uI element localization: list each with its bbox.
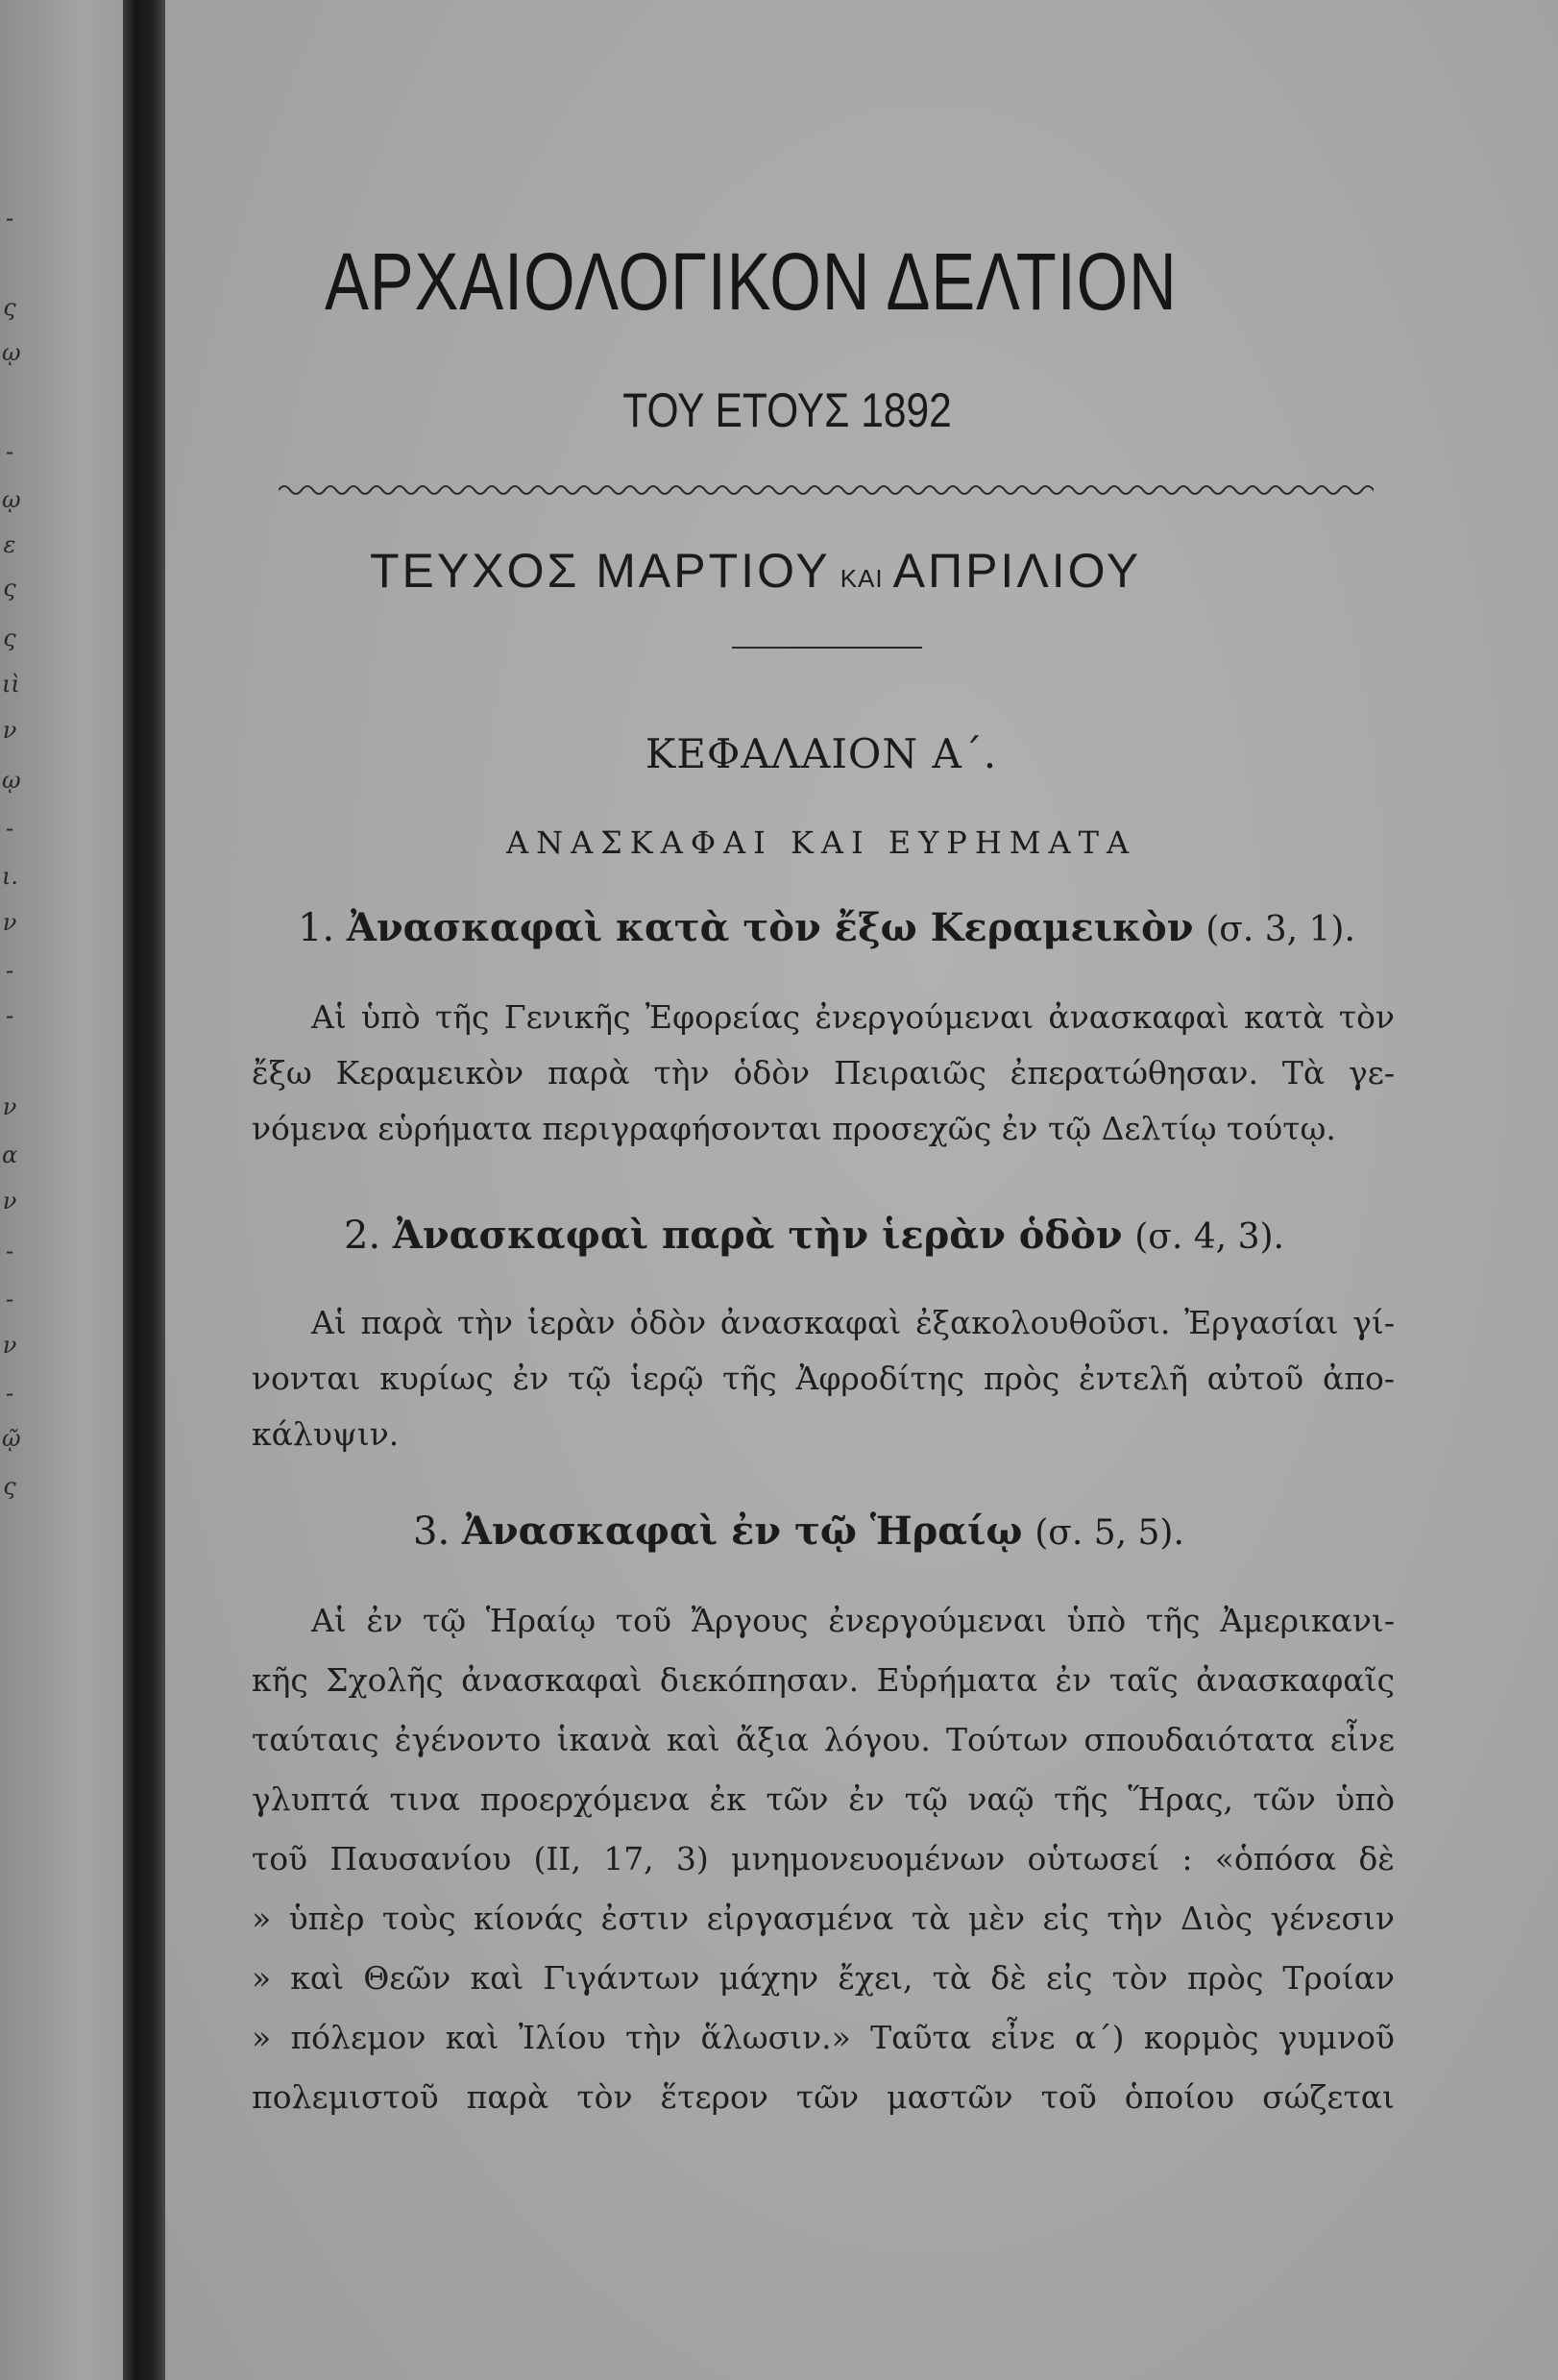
book-spine-shadow — [123, 0, 165, 2380]
facing-glyph: ν — [2, 1093, 17, 1120]
article-title: Ἀνασκαφαὶ κατὰ τὸν ἔξω Κεραμεικὸν — [346, 905, 1194, 950]
facing-glyph: ῳ — [2, 486, 21, 513]
article-body — [252, 1591, 1395, 2127]
facing-glyph: ιὶ — [2, 671, 20, 698]
journal-title: ΑΡΧΑΙΟΛΟΓΙΚΟΝ ΔΕΛΤΙΟΝ — [325, 236, 1178, 327]
chapter-heading: ΚΕΦΑΛΑΙΟΝ Α΄. — [645, 730, 998, 777]
facing-glyph: ν — [2, 1188, 17, 1215]
text-line: » πόλεμον καὶ Ἰλίου τὴν ἅλωσιν.» Ταῦτα εἶνε α΄) κορμὸς γυμνοῦ — [252, 2019, 1395, 2056]
article-heading — [298, 905, 1355, 950]
article-reference: (σ. 4, 3). — [1134, 1217, 1284, 1257]
facing-glyph: ι. — [2, 863, 19, 890]
facing-page-edge — [0, 0, 123, 2380]
text-line: πολεμιστοῦ παρὰ τὸν ἕτερον τῶν μαστῶν τοῦ ὁποίου σώζεται — [252, 2078, 1395, 2116]
facing-glyph: ε — [3, 531, 16, 558]
facing-glyph: ῳ — [2, 767, 21, 794]
article-number: 1. — [298, 906, 335, 950]
article-body — [252, 1295, 1395, 1462]
facing-glyph: - — [5, 205, 14, 232]
article-reference: (σ. 5, 5). — [1035, 1513, 1184, 1553]
facing-glyph: - — [5, 957, 14, 984]
facing-glyph: - — [5, 1238, 14, 1264]
facing-glyph: - — [5, 1286, 14, 1313]
text-line: Αἱ ἐν τῷ Ἡραίῳ τοῦ Ἄργους ἐνεργούμεναι ὑπὸ τῆς Ἀμερικανι- — [311, 1602, 1395, 1639]
article-reference: (σ. 3, 1). — [1205, 910, 1355, 949]
article-heading — [413, 1509, 1184, 1554]
facing-glyph: ν — [2, 909, 17, 936]
facing-glyph: ῳ — [2, 339, 21, 366]
facing-glyph: ς — [3, 1473, 16, 1500]
facing-glyph: ς — [3, 575, 16, 601]
facing-glyph: - — [5, 1380, 14, 1407]
facing-glyph: ν — [2, 1332, 17, 1359]
text-line: κῆς Σχολῆς ἀνασκαφαὶ διεκόπησαν. Εὑρήματα ἐν ταῖς ἀνασκαφαῖς — [252, 1661, 1395, 1699]
text-line: τοῦ Παυσανίου (II, 17, 3) μνημονευομένων οὑτωσεί : «ὁπόσα δὲ — [252, 1840, 1395, 1877]
issue-heading — [370, 543, 1141, 599]
text-line: γλυπτά τινα προερχόμενα ἐκ τῶν ἐν τῷ ναῷ τῆς Ἥρας, τῶν ὑπὸ — [252, 1780, 1395, 1818]
text-line: ἔξω Κεραμεικὸν παρὰ τὴν ὁδὸν Πειραιῶς ἐπερατώθησαν. Τὰ γε- — [252, 1054, 1395, 1092]
facing-glyph: ν — [2, 717, 17, 744]
text-line: Αἱ παρὰ τὴν ἱερὰν ὁδὸν ἀνασκαφαὶ ἐξακολουθοῦσι. Ἐργασίαι γί- — [311, 1304, 1395, 1341]
short-rule — [732, 647, 922, 649]
wavy-divider — [279, 478, 1374, 502]
issue-months-1: ΤΕΥΧΟΣ ΜΑΡΤΙΟΥ — [370, 544, 831, 598]
section-heading: ΑΝΑΣΚΑΦΑΙ ΚΑΙ ΕΥΡΗΜΑΤΑ — [505, 824, 1137, 861]
text-line: ταύταις ἐγένοντο ἱκανὰ καὶ ἄξια λόγου. Τούτων σπουδαιότατα εἶνε — [252, 1721, 1395, 1758]
article-title: Ἀνασκαφαὶ ἐν τῷ Ἡραίῳ — [461, 1509, 1023, 1554]
facing-glyph: ς — [3, 294, 16, 321]
article-body — [252, 990, 1395, 1157]
facing-glyph: α — [2, 1141, 18, 1168]
article-title: Ἀνασκαφαὶ παρὰ τὴν ἱερὰν ὁδὸν — [392, 1213, 1123, 1258]
text-line: νονται κυρίως ἐν τῷ ἱερῷ τῆς Ἀφροδίτης πρὸς ἐντελῆ αὐτοῦ ἀπο- — [252, 1360, 1395, 1397]
article-number: 2. — [344, 1214, 381, 1258]
journal-subtitle: ΤΟΥ ΕΤΟΥΣ 1892 — [622, 383, 952, 437]
facing-glyph: ς — [3, 625, 16, 651]
text-line: » ὑπὲρ τοὺς κίονάς ἐστιν εἰργασμένα τὰ μὲν εἰς τὴν Διὸς γένεσιν — [252, 1900, 1395, 1937]
facing-glyph: - — [5, 815, 14, 842]
article-number: 3. — [413, 1509, 450, 1554]
article-heading — [344, 1213, 1284, 1258]
facing-glyph: ῷ — [2, 1425, 21, 1452]
text-line: Αἱ ὑπὸ τῆς Γενικῆς Ἐφορείας ἐνεργούμεναι ἀνασκαφαὶ κατὰ τὸν — [311, 998, 1395, 1036]
text-line: κάλυψιν. — [252, 1415, 400, 1453]
issue-months-2: ΑΠΡΙΛΙΟΥ — [892, 544, 1142, 598]
text-line: » καὶ Θεῶν καὶ Γιγάντων μάχην ἔχει, τὰ δὲ εἰς τὸν πρὸς Τροίαν — [252, 1959, 1395, 1997]
facing-glyph: - — [5, 1002, 14, 1029]
facing-glyph: - — [5, 438, 14, 465]
issue-conjunction: ΚΑΙ — [840, 564, 884, 593]
text-line: νόμενα εὑρήματα περιγραφήσονται προσεχῶς ἐν τῷ Δελτίῳ τούτῳ. — [252, 1110, 1336, 1147]
